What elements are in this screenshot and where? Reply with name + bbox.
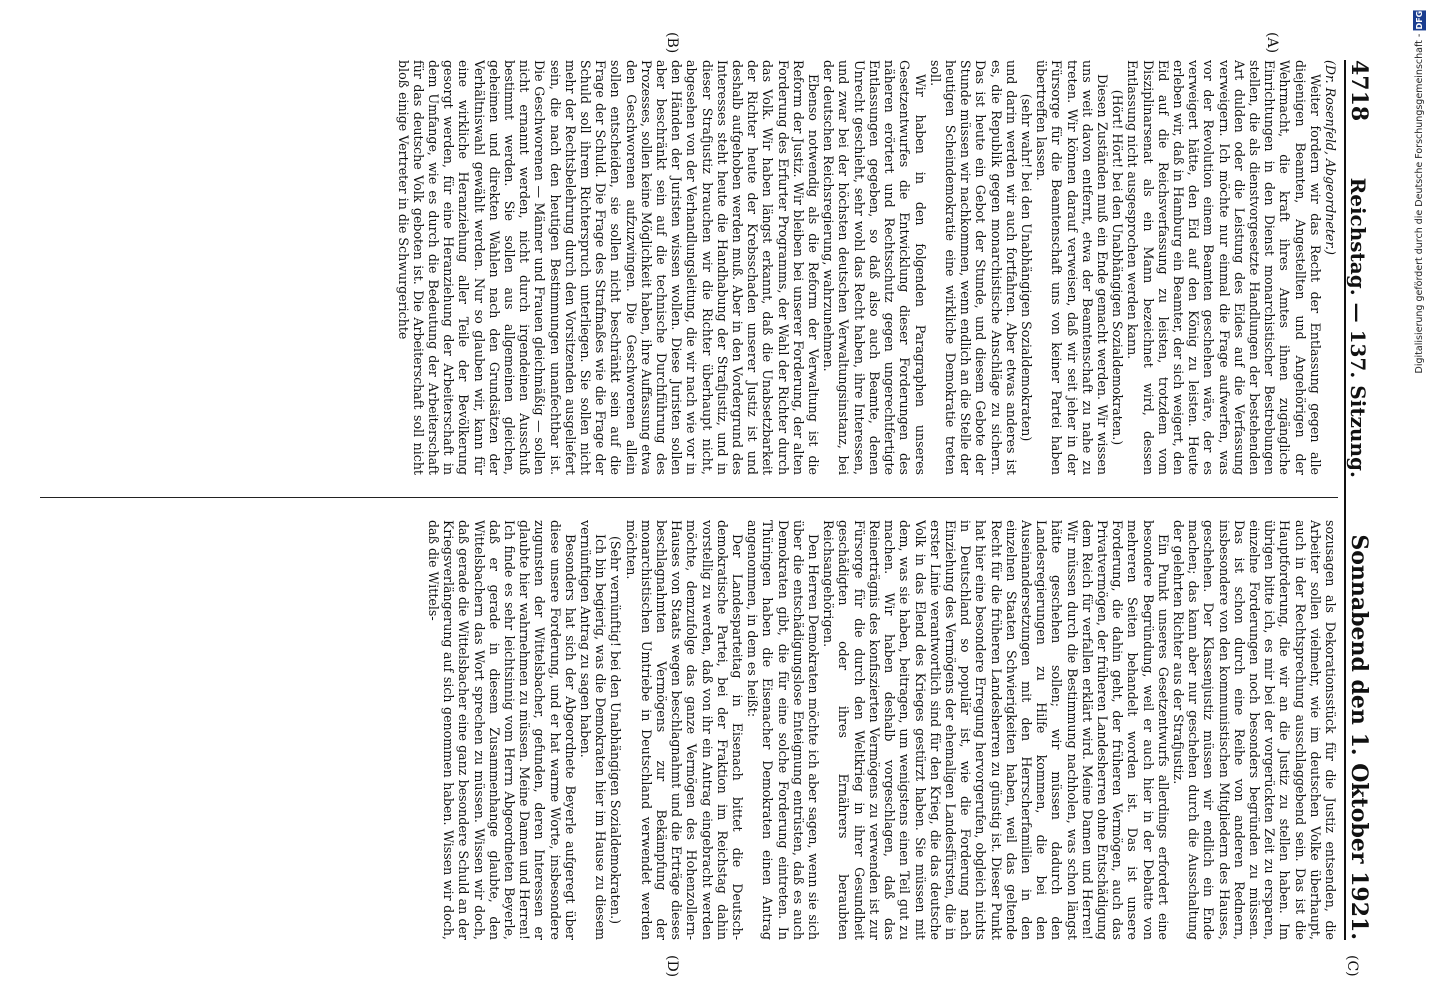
header-session: Reichstag. — 137. Sitzung. — [1346, 177, 1370, 478]
header-date: Sonnabend den 1. Oktober 1921. — [1346, 534, 1372, 940]
paragraph: und darin werden wir auch fortfahren. Aber etwas anderes ist es, die Republik gegen monarchistische Anschläge zu sichern. Das ist heute ein Gebot der Stunde, und diesem Gebote der Stunde müssen wir nachkommen, wenn endlich an die Stelle der heutigen Scheindemokratie eine wirkliche Demokratie treten soll. — [927, 60, 1019, 475]
paragraph: Ebenso notwendig als die Reform der Verwaltung ist die Reform der Justiz. Wir bleiben bei unserer Forderung, der alten Forderung des Erfurter Programms, der Wahl der Richter durch das Volk. Wir haben längst erkannt, daß die Unabsetzbarkeit der Richter heute der Krebsschaden unserer Justiz ist und deshalb aufgehoben werden muß. Aber in den Vordergrund des Interesses steht heute die Handhabung der Strafjustiz, und in dieser Strafjustiz brauchen wir die Richter überhaupt nicht, abgesehen von der Verhandlungsleitung, die wir nach wie vor in den Händen der Juristen wissen wollen. Diese Juristen sollen aber beschränkt sein auf die technische Durchführung des Prozesses, sollen keine Möglichkeit haben, ihre Auffassung etwa den Geschworenen aufzuzwingen. Die Geschworenen allein sollen entscheiden, sie sollen nicht beschränkt sein auf die Frage der Schuld. Die Frage des Strafmaßes wie die Frage der Schuld soll ihrem Richterspruch unterliegen. Sie sollen nicht mehr der Rechtsbelehrung durch den Vorsitzenden ausgeliefert sein, die nach den heutigen Bestimmungen unanfechtbar ist. Die Geschworenen — Männer und Frauen gleichmäßig — sollen nicht ernannt werden, nicht durch irgendeinen Ausschuß bestimmt werden. Sie sollen aus allgemeinen gleichen, geheimen und direkten Wahlen nach den Grundsätzen der Verhältniswahl gewählt werden. Nur so glauben wir, kann für eine wirkliche Heranziehung aller Teile der Bevölkerung gesorgt werden, für eine Heranziehung der Arbeiterschaft in dem Umfange, wie es durch die Bedeutung der Arbeiterschaft für das deutsche Volk geboten ist. Die Arbeiterschaft soll nicht bloß einige Vertreter in die Schwurgerichte — [395, 60, 822, 475]
paragraph: Wir haben in den folgenden Paragraphen unseres Gesetzentwurfes die Entwicklung dieser Forderungen des näheren erörtert und Rechtsschutz gegen ungerechtfertigte Entlassungen gegeben, so daß also auch Beamte, denen Unrecht geschieht, sehr wohl das Recht haben, ihre Interessen, und zwar bei der höchsten deutschen Verwaltungsinstanz, bei der deutschen Reichsregierung, wahrzunehmen. — [821, 60, 928, 475]
paragraph: (Dr. Rosenfeld, Abgeordneter.) — [1323, 60, 1338, 255]
page-number: 4718 — [1346, 60, 1372, 122]
margin-marker-d: (D) — [664, 955, 680, 978]
paragraph: (Sehr vernünftig! bei den Unabhängigen Sozialdemokraten.) — [608, 536, 624, 924]
paragraph: Ich bin begierig, was die Demokraten hier im Hause zu diesem vernünftigen Antrag zu sagen haben. — [578, 520, 609, 940]
credit-text: Digitalisierung gefördert durch die Deutsche Forschungsgemeinschaft - — [1414, 30, 1425, 374]
paragraph: sozusagen als Dekorationsstück für die Justiz entsenden, die Arbeiter sollen vielmehr, wie im deutschen Volke überhaupt, auch in der Rechtsprechung ausschlaggebend sein. Das ist die Hauptforderung, die wir an die Justiz zu stellen haben. Im übrigen bitte ich, es mir bei der vorgerückten Zeit zu ersparen, einzelne Forderungen noch besonders begründen zu müssen. Das ist schon durch eine Reihe von anderen Rednern, insbesondere von den kommunistischen Mitgliedern des Hauses, geschehen. Der Klassenjustiz müssen wir endlich ein Ende machen; das kann aber nur geschehen durch die Ausschaltung der gelehrten Richter aus der Strafjustiz. — [1170, 520, 1338, 940]
paragraph: Ein Punkt unseres Gesetzentwurfs allerdings erfordert eine besondere Begründung, weil er auch hier in der Debatte von mehreren Seiten behandelt worden ist. Das ist unsere Forderung, die dahin geht, der früheren Vermögen, auch das Privatvermögen, der früheren Landesherren ohne Entschädigung dem Reich für verfallen erklärt wird. Meine Damen und Herren! Wir müssen durch die Bestimmung nachholen, was schon längst hätte geschehen sollen; wir müssen dadurch den Landesregierungen zu Hilfe kommen, die bei den Auseinandersetzungen mit den Herrscherfamilien in den einzelnen Staaten Schwierigkeiten haben, weil das geltende Recht für die früheren Landesherren zu günstig ist. Dieser Punkt hat hier eine besondere Erregung hervorgerufen, obgleich nichts in Deutschland so populär ist, wie die Forderung nach Einziehung des Vermögens der ehemaligen Landesfürsten, die in erster Linie verantwortlich sind für den Krieg, die das deutsche Volk in das Elend des Krieges gestürzt haben. Sie müssen mit dem, was sie haben, beitragen, um wenigstens einen Teil gut zu machen. Wir haben deshalb vorgeschlagen, daß das Reinerträgnis des konfiszierten Vermögens zu verwenden ist zur Fürsorge für die durch den Weltkrieg in ihrer Gesundheit geschädigten oder ihres Ernährers beraubten Reichsangehörigen. — [821, 520, 1171, 940]
paragraph: Den Herren Demokraten möchte ich aber sagen, wenn sie sich über die entschädigungslose Enteignung entrüsten, daß es auch Demokraten gibt, die für eine solche Forderung eintreten. In Thüringen haben die Eisenacher Demokraten einen Antrag angenommen, in dem es heißt: — [745, 520, 822, 940]
margin-marker-a: (A) — [1264, 32, 1280, 54]
digitization-credit — [1410, 10, 1426, 990]
text-column-left — [40, 60, 1338, 475]
paragraph: (Hört! Hört! bei den Unabhängigen Sozialdemokraten.) — [1110, 89, 1126, 446]
paragraph: Besonders hat sich der Abgeordnete Beyerle aufgeregt über diese unsere Forderung, und er hat warme Worte, insbesondere zugunsten der Wittelsbacher, gefunden, deren Interessen er glaubte hier wahrnehmen zu müssen. Meine Damen und Herren! Ich finde es sehr leichtsinnig vom Herrn Abgeordneten Beyerle, daß er gerade in diesem Zusammenhange glaubte, den Wittelsbachern das Wort sprechen zu müssen. Wissen wir doch, daß gerade die Wittelsbacher eine ganz besondere Schuld an der Kriegsverlängerung auf sich genommen haben. Wissen wir doch, daß die Wittels- — [426, 520, 578, 940]
paragraph: Der Landesparteitag in Eisenach bittet die Deutsch-demokratische Partei, bei der Fraktion im Reichstag dahin vorstellig zu werden, daß von ihr ein Antrag eingebracht werden möchte, demzufolge das ganze Vermögen des Hohenzollern-Hauses von Staats wegen beschlagnahmt und die Erträge dieses beschlagnahmten Vermögens zur Bekämpfung der monarchistischen Umtriebe in Deutschland verwendet werden möchten. — [623, 520, 746, 940]
paragraph: Weiter fordern wir das Recht der Entlassung gegen alle diejenigen Beamten, Angestellten und Angehörigen der Wehrmacht, die kraft ihres Amtes ihnen zugängliche Einrichtungen in den Dienst monarchistischer Bestrebungen stellen, die als dienstvorgesetzte Handlungen der bestehenden Art dulden oder die Leistung des Eides auf die Verfassung verweigern. Ich möchte nur einmal die Frage aufwerfen, was vor der Revolution einem Beamten geschehen wäre, der es verweigert hätte, den Eid auf den König zu leisten. Heute erleben wir, daß in Hamburg ein Beamter, der sich weigert, den Eid auf die Reichsverfassung zu leisten, trotzdem vom Disziplinarsenat als ein Mann bezeichnet wird, dessen Entlassung nicht ausgesprochen werden kann. — [1125, 60, 1323, 475]
margin-marker-b: (B) — [664, 32, 680, 54]
text-column-right — [40, 520, 1338, 940]
page-header — [1344, 60, 1380, 940]
column-divider — [40, 497, 1338, 498]
margin-marker-c: (C) — [1344, 955, 1360, 977]
paragraph: Diesen Zuständen muß ein Ende gemacht werden. Wir wissen uns weit davon entfernt, etwa der Beamtenschaft zu nahe zu treten. Wir können darauf verweisen, daß wir seit jeher in der Fürsorge für die Beamtenschaft uns von keiner Partei haben übertreffen lassen. — [1034, 60, 1110, 475]
paragraph: (sehr wahr! bei den Unabhängigen Sozialdemokraten) — [1018, 93, 1034, 442]
dfg-logo: DFG — [1415, 11, 1424, 30]
